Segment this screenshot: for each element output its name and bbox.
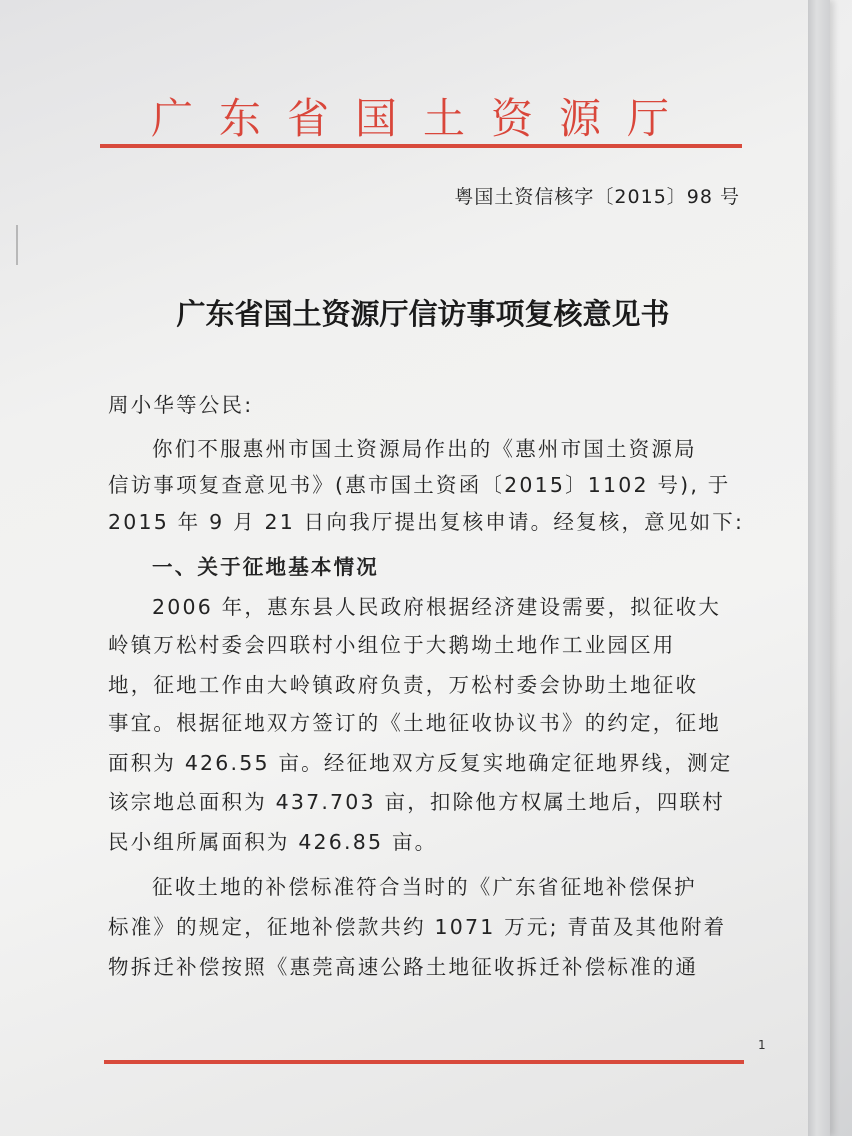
red-header-rule (100, 144, 742, 148)
paragraph-line: 面积为 426.55 亩。经征地双方反复实地确定征地界线，测定 (108, 751, 733, 775)
page-edge-shadow (808, 0, 830, 1136)
paragraph-line: 你们不服惠州市国土资源局作出的《惠州市国土资源局 (152, 437, 697, 461)
paragraph-line: 物拆迁补偿按照《惠莞高速公路土地征收拆迁补偿标准的通 (108, 955, 699, 979)
page-number: 1 (758, 1038, 766, 1052)
salutation: 周小华等公民: (108, 393, 254, 417)
paragraph-line: 信访事项复查意见书》(惠市国土资函〔2015〕1102 号), 于 (108, 473, 731, 497)
red-footer-rule (104, 1060, 744, 1064)
paragraph-line: 地，征地工作由大岭镇政府负责，万松村委会协助土地征收 (108, 673, 699, 697)
paragraph-line: 标准》的规定，征地补偿款共约 1071 万元; 青苗及其他附着 (108, 915, 727, 939)
paragraph-line: 民小组所属面积为 426.85 亩。 (108, 830, 438, 854)
section-heading: 一、关于征地基本情况 (152, 555, 379, 579)
document-title: 广东省国土资源厅信访事项复核意见书 (176, 297, 670, 331)
paragraph-line: 2006 年，惠东县人民政府根据经济建设需要，拟征收大 (152, 595, 722, 619)
issuing-organization: 广东省国土资源厅 (150, 94, 695, 143)
paragraph-line: 该宗地总面积为 437.703 亩，扣除他方权属土地后，四联村 (108, 790, 726, 814)
document-number: 粤国土资信核字〔2015〕98 号 (454, 186, 740, 208)
paragraph-line: 2015 年 9 月 21 日向我厅提出复核申请。经复核，意见如下: (108, 510, 745, 534)
paragraph-line: 征收土地的补偿标准符合当时的《广东省征地补偿保护 (152, 875, 697, 899)
paragraph-line: 事宜。根据征地双方签订的《土地征收协议书》的约定，征地 (108, 711, 721, 735)
paragraph-line: 岭镇万松村委会四联村小组位于大鹅坳土地作工业园区用 (108, 633, 676, 657)
fold-mark (16, 225, 18, 265)
